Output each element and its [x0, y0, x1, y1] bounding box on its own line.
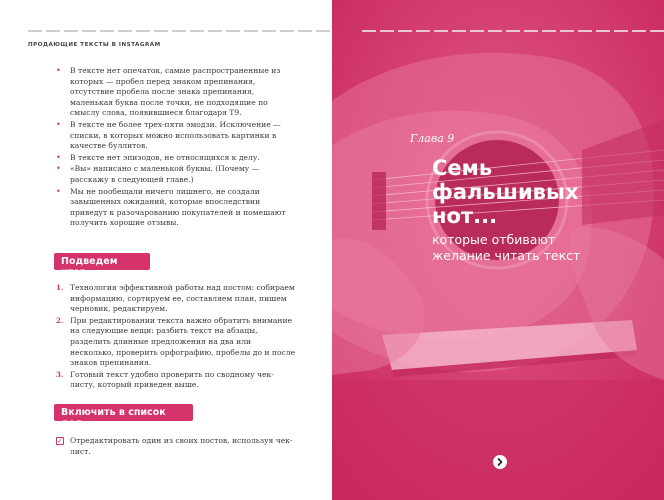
summary-list — [56, 283, 296, 392]
chapter-title-block — [332, 0, 664, 500]
list-item: • В тексте нет опечаток, самые распространенные из которых — пробел перед знаком препинания, отсутствие пробела после знака препинания, маленькая буква после точки, не подходящие по смыслу слова, появившиеся благодаря Т9. — [56, 66, 281, 118]
checkbox-checked-icon: ✓ — [57, 437, 63, 445]
summary-heading: Подведем итог — [54, 253, 150, 270]
bullet-dot-icon: • — [56, 164, 61, 174]
list-item: 2. При редактировании текста важно обратить внимание на следующие вещи: разбить текст на абзацы, разделить длинные предложения на два или несколько, проверить орфографию, пробелы до и после знаков препинания. — [56, 315, 296, 368]
list-item: • «Вы» написано с маленькой буквы. (Почему — расскажу в следующей главе.) — [56, 164, 260, 184]
running-head: ПРОДАЮЩИЕ ТЕКСТЫ В INSTAGRAM — [28, 42, 161, 48]
bullet-dot-icon: • — [56, 186, 61, 196]
chevron-right-icon — [496, 458, 504, 466]
list-item: 3. Готовый текст удобно проверить по сводному чек-листу, который приведен выше. — [56, 369, 274, 390]
chapter-title: Семь фальшивых нот... — [432, 156, 579, 228]
chapter-label: Глава 9 — [410, 132, 455, 145]
bullet-dot-icon: • — [56, 152, 61, 162]
chapter-opener-page — [332, 0, 664, 500]
list-item: 1. Технология эффективной работы над постом: собираем информацию, сортируем ее, составляем план, пишем черновик, редактируем. — [56, 283, 295, 314]
list-item: • В тексте нет эпизодов, не относящихся к делу. — [56, 152, 260, 162]
checklist-bullets — [56, 66, 296, 230]
todo-heading: Включить в список дел — [54, 404, 193, 421]
list-item: • В тексте не более трех-пяти эмодзи. Исключение — списки, в которых можно использовать картинки в качестве буллитов. — [56, 119, 281, 151]
chapter-subtitle: которые отбивают желание читать текст — [432, 232, 581, 263]
bullet-dot-icon: • — [56, 119, 61, 129]
list-item: • Мы не пообещали ничего лишнего, не создали завышенных ожиданий, которые впоследствии приведут к разочарованию покупателей и помешают получить хорошие отзывы. — [56, 186, 286, 228]
next-page-button[interactable] — [493, 455, 507, 469]
todo-item: ✓ Отредактировать один из своих постов, используя чек-лист. — [57, 436, 293, 456]
bullet-dot-icon: • — [56, 66, 61, 75]
